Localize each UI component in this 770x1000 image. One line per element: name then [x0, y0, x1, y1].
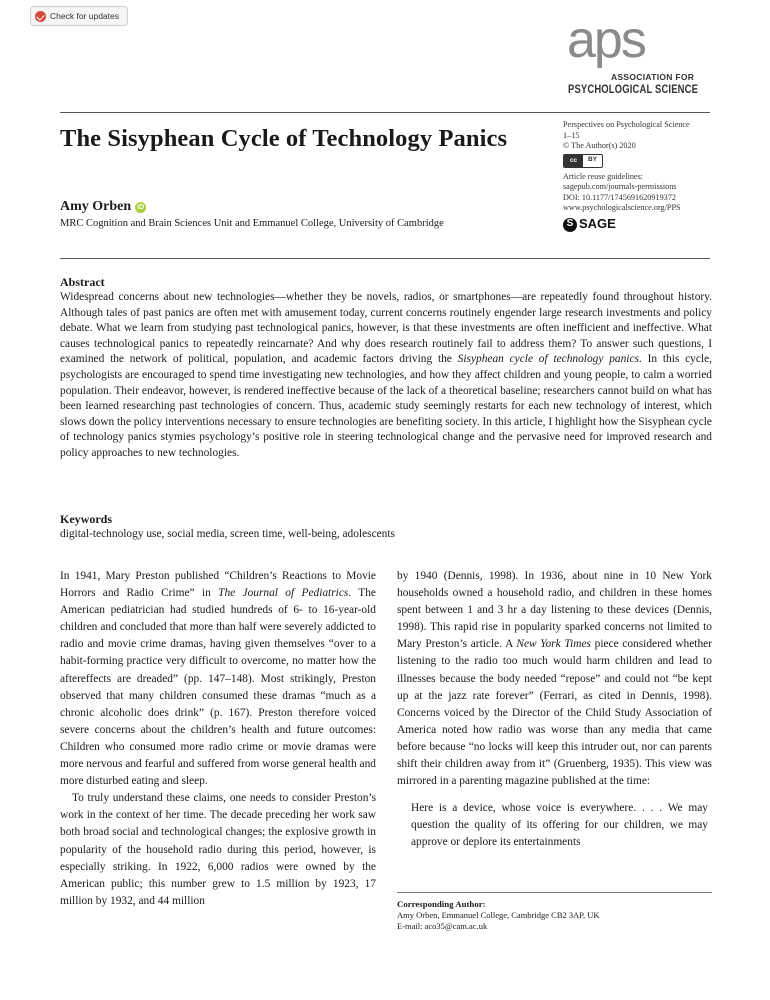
text-run: . The American pediatrician had studied hundreds of 6- to 16-year-old children and concluded that more than half were severely addicted to radio and movie crime dramas, having given themselves “over to a habit-forming practice very difficult to overcome, no matter how the aftereffects are dreaded” (pp. 147–148). Most strikingly, Preston observed that many children consumed these dramas “much as a chronic alcoholic does drink” (p. 167). Preston therefore voiced severe concerns about the children’s health and future outcomes: Children who consumed more radio crime or movie dramas were more nervous and fearful and suffered from worse general health and more disturbed eating and sleep. [60, 587, 376, 788]
author-name[interactable]: Amy Orben [60, 199, 132, 214]
corresponding-author [397, 892, 712, 932]
journal-site-link[interactable]: www.psychologicalscience.org/PPS [563, 203, 681, 212]
keywords-list: digital-technology use, social media, screen time, well-being, adolescents [60, 528, 395, 540]
by-label: BY [587, 156, 598, 164]
paragraph [60, 568, 376, 790]
keywords-heading: Keywords [60, 512, 112, 526]
author-affiliation: MRC Cognition and Brain Sciences Unit and Emmanuel College, University of Cambridge [60, 218, 444, 229]
check-for-updates-button[interactable] [30, 6, 128, 26]
sage-icon: S [563, 218, 577, 232]
page-range: 1–15 [563, 130, 580, 140]
abstract-italic: Sisyphean cycle of technology panics [457, 353, 639, 366]
paragraph: To truly understand these claims, one needs to consider Preston’s work in the context of her time. The decade preceding her work saw both broad social and technological changes; the explosive growth in popularity of the household radio during this period, however, is especially striking. In 1922, 6,000 radios were owned by the American public; this number grew to 1.5 million by 1923, 17 million by 1932, and 44 million [60, 792, 376, 907]
journal-title-italic: The Journal of Pediatrics [218, 587, 349, 600]
abstract-part2: . In this cycle, psychologists are encouraged to spend time investigating new technologies, and how they affect children and young people, to calm a worried population. Their endeavor, however, is rendered ineffective because of the lack of a theoretical baseline; researchers cannot build on what has been learned researching past technologies of concern. Thus, academic study seemingly restarts for each new technology of interest, which slows down the policy interventions necessary to ensure technologies are benefiting society. In this article, I highlight how the Sisyphean cycle of technology panics stymies psychology’s positive role in steering technological change and the pervasive need for improved research and policy approaches to new technologies. [60, 353, 712, 459]
abstract-heading: Abstract [60, 275, 105, 289]
doi[interactable]: DOI: 10.1177/1745691620919372 [563, 192, 676, 202]
body-column-right [397, 568, 712, 852]
sage-label: SAGE [579, 216, 616, 232]
article-meta [563, 120, 713, 232]
author [60, 199, 146, 215]
cc-by-license-icon[interactable] [563, 154, 603, 168]
check-for-updates-label: Check for updates [50, 11, 119, 21]
text-run: In 1941, Mary Preston published “Children’s Reactions to Movie Horrors and Radio Crime” in [60, 570, 376, 600]
orcid-icon[interactable]: iD [137, 203, 145, 211]
text-run: by 1940 (Dennis, 1998). In 1936, about nine in 10 New York households owned a household radio, and children in these homes spent between 1 and 3 hr a day listening to these devices (Dennis, 1998). This rapid rise in popularity sparked concerns not limited to Mary Preston’s article. A [397, 570, 712, 651]
aps-logo [563, 11, 703, 110]
update-check-icon [35, 11, 46, 22]
newspaper-italic: New York Times [516, 638, 591, 651]
sage-logo [563, 218, 713, 232]
cc-label: cc [564, 155, 583, 167]
reuse-link[interactable]: sagepub.com/journals-permissions [563, 182, 677, 191]
paragraph [397, 568, 712, 790]
header-divider [60, 112, 710, 113]
block-quote: Here is a device, whose voice is everywhere. . . . We may question the quality of its offering for our children, we may approve or deplore its entertainments [411, 802, 708, 849]
reuse-guidelines: Article reuse guidelines: [563, 171, 644, 181]
body-column-left [60, 568, 376, 910]
corresponding-author-heading: Corresponding Author: [397, 899, 486, 909]
aps-logo-line2: PSYCHOLOGICAL SCIENCE [568, 84, 699, 96]
journal-name: Perspectives on Psychological Science [563, 120, 690, 129]
text-run: piece considered whether listening to the radio too much would harm children and lead to illnesses because the body needed “repose” and could not “be kept up at the jazz rate forever” (Ferrari, as cited in Dennis, 1998). Concerns voiced by the Director of the Child Study Association of America noted how radio was worse than any media that came before because “no locks will keep this intruder out, nor can parents shift their children away from it” (Gruenberg, 1935). This view was mirrored in a parenting magazine published at the time: [397, 638, 712, 788]
abstract-text [60, 290, 712, 462]
copyright: © The Author(s) 2020 [563, 141, 636, 150]
corresponding-author-email[interactable]: E-mail: aco35@cam.ac.uk [397, 921, 488, 931]
title-divider [60, 258, 710, 259]
abstract-part1: Widespread concerns about new technologies—whether they be novels, radios, or smartphones—are repeatedly found throughout history. Although tales of past panics are often met with amusement today, current concerns routinely engender large research investments and policy debate. What we learn from studying past technological panics, however, is that these investments are often inefficient and ineffective. What causes technological panics to repeatedly reincarnate? And why does research routinely fail to address them? To answer such questions, I examined the network of political, population, and academic factors driving the [60, 291, 712, 366]
aps-logo-line1: ASSOCIATION FOR [611, 72, 695, 82]
article-title: The Sisyphean Cycle of Technology Panics [60, 125, 508, 152]
aps-logo-mark: aps [567, 11, 645, 69]
corresponding-author-address: Amy Orben, Emmanuel College, Cambridge CB2 3AP, UK [397, 910, 600, 920]
